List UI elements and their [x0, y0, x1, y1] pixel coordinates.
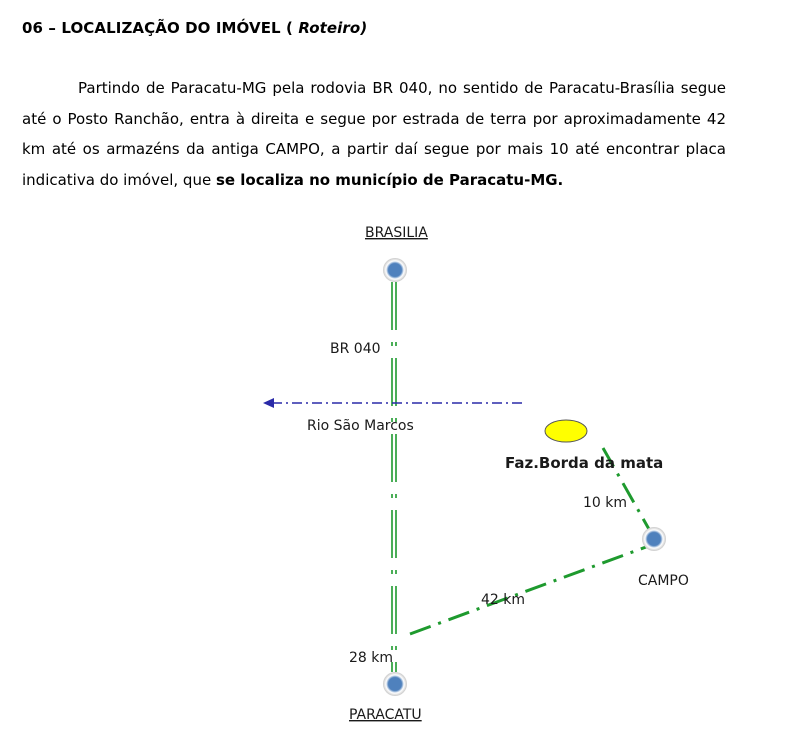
- dirt-road-42km: [410, 547, 646, 634]
- brasilia-label: BRASILIA: [365, 225, 428, 241]
- section-title-italic: Roteiro): [298, 19, 368, 37]
- farm-marker: [545, 420, 587, 442]
- arrow-left-icon: [263, 398, 274, 408]
- campo-label: CAMPO: [638, 573, 689, 589]
- section-title: 06 – LOCALIZAÇÃO DO IMÓVEL (: [22, 19, 299, 37]
- distance-42km-label: 42 km: [481, 592, 526, 608]
- route-text: Partindo de Paracatu-MG pela rodovia BR 040, no sentido de Paracatu-Brasília segue até o Posto Ranchão, entra à direita e segue por estrada de terra por aproximadamente 42 km até os armazéns da antiga CAMPO, a partir daí segue por mais 10 até encontrar placa indicativa do imóvel, que: [22, 79, 726, 189]
- brasilia-node: [383, 258, 407, 282]
- river-label: Rio São Marcos: [307, 418, 414, 434]
- campo-node: [642, 527, 666, 551]
- paracatu-node: [383, 672, 407, 696]
- br040-label: BR 040: [330, 341, 381, 357]
- br040-road: [392, 282, 396, 672]
- distance-28km-label: 28 km: [349, 650, 394, 666]
- paracatu-label: PARACATU: [349, 707, 422, 723]
- route-text-bold: se localiza no município de Paracatu-MG.: [215, 170, 564, 189]
- farm-label: Faz.Borda da mata: [505, 454, 664, 472]
- distance-10km-label: 10 km: [583, 495, 628, 511]
